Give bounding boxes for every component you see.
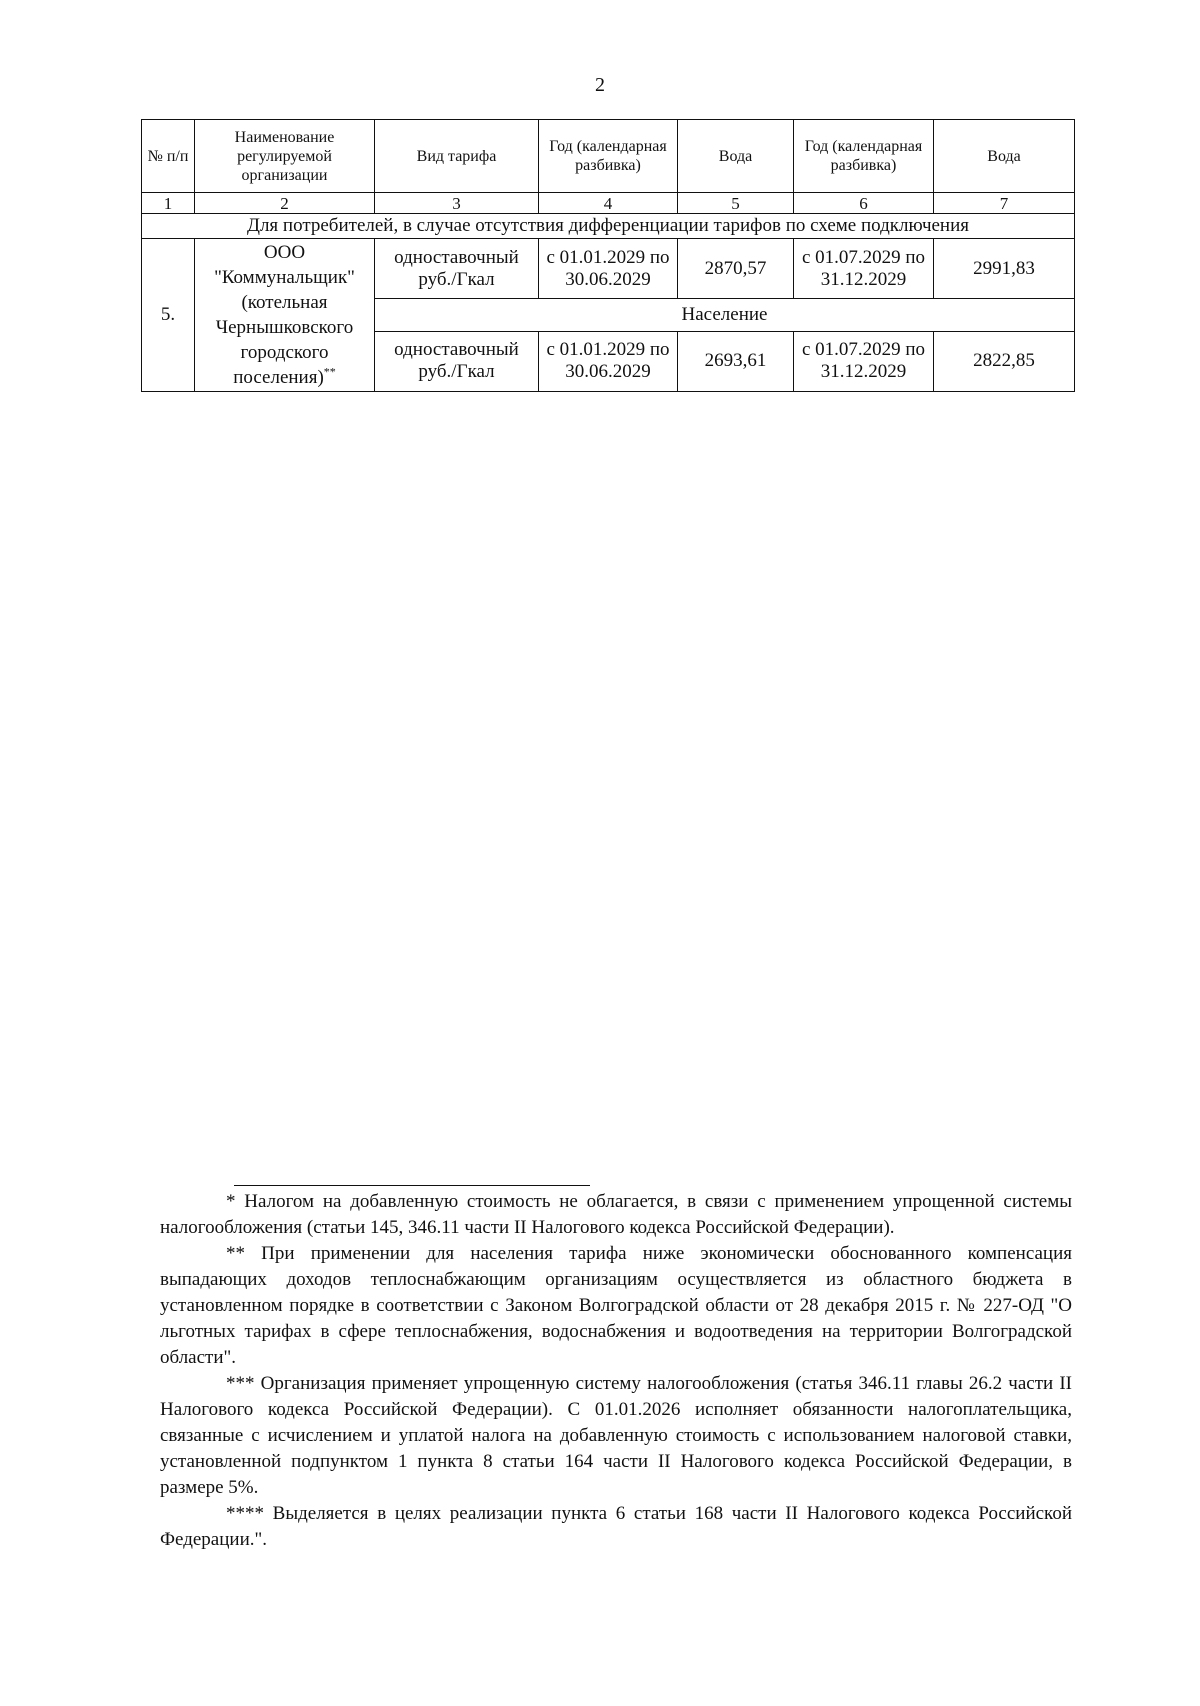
tariff-table [141, 119, 1075, 392]
column-number: 5 [678, 193, 794, 214]
column-number: 6 [794, 193, 934, 214]
period-cell: с 01.01.2029 по 30.06.2029 [539, 331, 678, 391]
organization-cell [195, 239, 375, 392]
section-row [142, 214, 1075, 239]
header-cell-organization: Наименование регулируемой организации [195, 120, 375, 193]
footnote: **** Выделяется в целях реализации пункта 6 статьи 168 части II Налогового кодекса Российской Федерации.". [160, 1503, 1072, 1550]
footnote: * Налогом на добавленную стоимость не облагается, в связи с применением упрощенной системы налогообложения (статьи 145, 346.11 части II Налогового кодекса Российской Федерации). [160, 1191, 1072, 1238]
tariff-type-cell: одноставочный руб./Гкал [375, 331, 539, 391]
header-cell-water1: Вода [678, 120, 794, 193]
column-numbers-row [142, 193, 1075, 214]
header-cell-tariff-type: Вид тарифа [375, 120, 539, 193]
column-number: 4 [539, 193, 678, 214]
page-number: 2 [595, 74, 605, 96]
period-cell: с 01.07.2029 по 31.12.2029 [794, 239, 934, 299]
period-cell: с 01.07.2029 по 31.12.2029 [794, 331, 934, 391]
column-number: 1 [142, 193, 195, 214]
water-value-cell: 2693,61 [678, 331, 794, 391]
footnote: *** Организация применяет упрощенную систему налогообложения (статья 346.11 главы 26.2 части II Налогового кодекса Российской Федерации). С 01.01.2026 исполняет обязанности налогоплательщика, связанные с исчислением и уплатой налога на добавленную стоимость с использованием налоговой ставки, установленной подпунктом 1 пункта 8 статьи 164 части II Налогового кодекса Российской Федерации, в размере 5%. [160, 1373, 1072, 1498]
footnote: ** При применении для населения тарифа ниже экономически обоснованного компенсация выпадающих доходов теплоснабжающим организациям осуществляется из областного бюджета в установленном порядке в соответствии с Законом Волгоградской области от 28 декабря 2015 г. № 227-ОД "О льготных тарифах в сфере теплоснабжения, водоснабжения и водоотведения на территории Волгоградской области". [160, 1243, 1072, 1368]
header-row [142, 120, 1075, 193]
footnotes [160, 1189, 1072, 1553]
header-cell-water2: Вода [934, 120, 1075, 193]
header-cell-number: № п/п [142, 120, 195, 193]
column-number: 3 [375, 193, 539, 214]
section-title: Для потребителей, в случае отсутствия дифференциации тарифов по схеме подключения [142, 214, 1075, 239]
organization-name: ООО "Коммунальщик" (котельная Чернышковского городского поселения) [214, 242, 355, 388]
header-cell-period1: Год (календарная разбивка) [539, 120, 678, 193]
row-number: 5. [142, 239, 195, 392]
footnote-divider [234, 1185, 590, 1186]
table-row [142, 239, 1075, 299]
organization-footnote-mark: ** [323, 364, 336, 379]
column-number: 7 [934, 193, 1075, 214]
column-number: 2 [195, 193, 375, 214]
water-value-cell: 2822,85 [934, 331, 1075, 391]
water-value-cell: 2991,83 [934, 239, 1075, 299]
water-value-cell: 2870,57 [678, 239, 794, 299]
tariff-type-cell: одноставочный руб./Гкал [375, 239, 539, 299]
population-label: Население [375, 299, 1075, 331]
header-cell-period2: Год (календарная разбивка) [794, 120, 934, 193]
period-cell: с 01.01.2029 по 30.06.2029 [539, 239, 678, 299]
